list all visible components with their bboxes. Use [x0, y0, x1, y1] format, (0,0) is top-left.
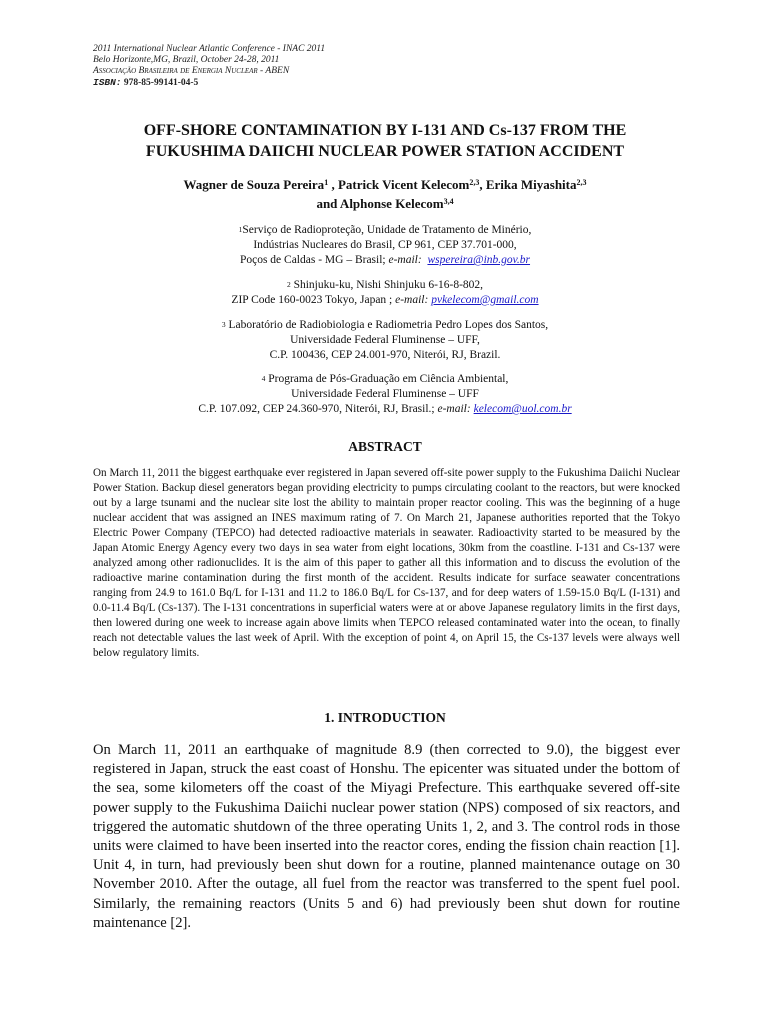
affiliation-line — [60, 372, 710, 387]
author-name: , Erika Miyashita — [479, 177, 577, 192]
author-name: Wagner de Souza Pereira — [183, 177, 325, 192]
isbn-value: 978-85-99141-04-5 — [121, 78, 199, 88]
affiliation-line — [60, 278, 710, 293]
isbn-label: ISBN: — [93, 77, 122, 88]
author-affil-sup: 1 — [324, 178, 329, 187]
affiliation-line — [60, 318, 710, 333]
affiliation-text: Poços de Caldas - MG – Brasil; — [239, 254, 389, 266]
author-name: and Alphonse Kelecom — [316, 196, 444, 211]
affiliation-sup: 2 — [286, 280, 291, 289]
affiliation-sup: 1 — [238, 225, 243, 234]
authors-line-1 — [60, 175, 710, 194]
affiliation-line — [60, 293, 710, 308]
author-affil-sup: 2,3 — [469, 178, 480, 187]
email-link[interactable]: wspereira@inb.gov.br — [427, 254, 531, 266]
email-label: e-mail: — [437, 403, 471, 415]
affiliation-line: C.P. 100436, CEP 24.001-970, Niterói, RJ, Brazil. — [269, 349, 501, 361]
email-label: e-mail: — [395, 294, 429, 306]
abstract-heading: ABSTRACT — [348, 439, 422, 454]
conference-organizer: Associação Brasileira de Energia Nuclear - ABEN — [93, 66, 290, 76]
affiliation-line: Indústrias Nucleares do Brasil, CP 961, CEP 37.701-000, — [253, 239, 517, 251]
affiliation-2 — [60, 278, 710, 308]
paper-title — [60, 120, 710, 162]
author-affil-sup: 3,4 — [443, 197, 454, 206]
affiliation-text: Laboratório de Radiobiologia e Radiometria Pedro Lopes dos Santos, — [225, 319, 549, 331]
email-link[interactable]: kelecom@uol.com.br — [473, 403, 572, 415]
conference-location: Belo Horizonte,MG, Brazil, October 24-28, 2011 — [93, 55, 280, 65]
affiliation-line: Universidade Federal Fluminense – UFF — [291, 388, 479, 400]
affiliation-1 — [60, 223, 710, 268]
affiliation-sup: 4 — [261, 374, 266, 383]
email-label: e-mail: — [388, 254, 422, 266]
affiliation-line — [60, 223, 710, 238]
introduction-heading: 1. INTRODUCTION — [324, 710, 446, 725]
affiliation-4 — [60, 372, 710, 417]
affiliation-text: Shinjuku-ku, Nishi Shinjuku 6-16-8-802, — [290, 279, 484, 291]
introduction-body: On March 11, 2011 an earthquake of magnitude 8.9 (then corrected to 9.0), the biggest ever registered in Japan, struck the east coast of Honshu. The epicenter was situated under the bottom of the sea, some kilometers off the coast of the Miyagi Prefecture. This earthquake severed off-site power supply to the Fukushima Daiichi nuclear power station (NPS) composed of six reactors, and triggered the automatic shutdown of the three operating Units 1, 2, and 3. The control rods in those units were claimed to have been inserted into the reactor cores, ending the fission chain reaction [1]. Unit 4, in turn, had previously been shut down for a routine, planned maintenance outage on 30 November 2010. After the outage, all fuel from the reactor was transferred to the spent fuel pool. Similarly, the remaining reactors (Units 5 and 6) had previously been shut down for routine maintenance [2]. — [93, 742, 680, 931]
author-list — [60, 175, 710, 213]
affiliation-text: Programa de Pós-Graduação em Ciência Ambiental, — [265, 373, 509, 385]
isbn-line — [93, 77, 325, 89]
author-affil-sup: 2,3 — [576, 178, 587, 187]
affiliation-text: C.P. 107.092, CEP 24.360-970, Niterói, RJ, Brasil.; — [198, 403, 438, 415]
abstract-body: On March 11, 2011 the biggest earthquake ever registered in Japan severed off-site power supply to the Fukushima Daiichi Nuclear Power Station. Backup diesel generators began providing electricity to pumps circulating coolant to the reactors, but were knocked out by a large tsunami and the nuclear site lost the ability to maintain proper reactor cooling. This was the beginning of a huge nuclear accident that was assigned an INES maximum rating of 7. On March 21, Japanese authorities reported that the Tokyo Electric Power Company (TEPCO) had detected radioactive materials in seawater. Radioactivity started to be measured by the Japan Atomic Energy Agency every two days in sea water from eight locations, 30km from the coastline. I-131 and Cs-137 were analyzed among other radionuclides. It is the aim of this paper to gather all this information and to discuss the evolution of the radioactive marine contamination during the first month of the accident. Results indicate for surface seawater concentrations ranging from 24.9 to 161.0 Bq/L for I-131 and 11.2 to 186.0 Bq/L for Cs-137, and for deep waters of 1.59-15.0 Bq/L (I-131) and 0.0-11.4 Bq/L (Cs-137). The I-131 concentrations in superficial waters were at or above Japanese regulatory limits in the first days, then lowered during one week to increase again above limits when TEPCO released contaminated water into the ocean, to finally reach not detectable values the last week of April. With the exception of point 4, on April 15, the Cs-137 levels were always well below regulatory limits. — [93, 467, 680, 659]
affiliation-3 — [60, 318, 710, 363]
affiliation-text: Serviço de Radioproteção, Unidade de Tratamento de Minério, — [242, 224, 532, 236]
affiliation-text: ZIP Code 160-0023 Tokyo, Japan ; — [231, 294, 396, 306]
affiliation-line: Universidade Federal Fluminense – UFF, — [290, 334, 480, 346]
affiliation-line — [60, 253, 710, 268]
conference-name: 2011 International Nuclear Atlantic Conference - INAC 2011 — [93, 44, 326, 54]
authors-line-2 — [60, 194, 710, 213]
email-link[interactable]: pvkelecom@gmail.com — [431, 294, 539, 306]
affiliation-sup: 3 — [221, 320, 226, 329]
conference-header — [93, 44, 325, 89]
title-line-1: OFF-SHORE CONTAMINATION BY I-131 AND Cs-137 FROM THE — [143, 122, 627, 139]
title-line-2: FUKUSHIMA DAIICHI NUCLEAR POWER STATION ACCIDENT — [145, 143, 625, 160]
author-name: , Patrick Vicent Kelecom — [328, 177, 470, 192]
affiliation-line — [60, 402, 710, 417]
